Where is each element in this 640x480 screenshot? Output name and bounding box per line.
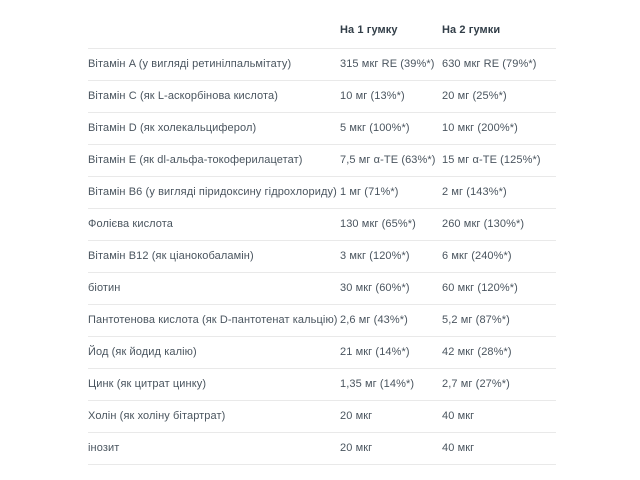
table-row bbox=[88, 177, 556, 209]
header-per-1-gummy: На 1 гумку bbox=[340, 13, 442, 49]
table-row bbox=[88, 145, 556, 177]
table-row bbox=[88, 49, 556, 81]
table-row bbox=[88, 305, 556, 337]
amount-per-1-gummy: 30 мкг (60%*) bbox=[340, 273, 442, 305]
amount-per-2-gummies: 5,2 мг (87%*) bbox=[442, 305, 556, 337]
table-row bbox=[88, 209, 556, 241]
amount-per-1-gummy: 1 мг (71%*) bbox=[340, 177, 442, 209]
nutrient-name: Холін (як холіну бітартрат) bbox=[88, 401, 340, 433]
header-nutrient-blank bbox=[88, 13, 340, 49]
table-row bbox=[88, 337, 556, 369]
amount-per-2-gummies: 260 мкг (130%*) bbox=[442, 209, 556, 241]
amount-per-2-gummies: 10 мкг (200%*) bbox=[442, 113, 556, 145]
nutrient-name: Вітамін C (як L-аскорбінова кислота) bbox=[88, 81, 340, 113]
amount-per-1-gummy: 5 мкг (100%*) bbox=[340, 113, 442, 145]
table-row bbox=[88, 113, 556, 145]
nutrient-name: Фолієва кислота bbox=[88, 209, 340, 241]
nutrient-name: Пантотенова кислота (як D-пантотенат кальцію) bbox=[88, 305, 340, 337]
table-row bbox=[88, 433, 556, 465]
amount-per-2-gummies: 2 мг (143%*) bbox=[442, 177, 556, 209]
table-row bbox=[88, 241, 556, 273]
amount-per-1-gummy: 2,6 мг (43%*) bbox=[340, 305, 442, 337]
amount-per-1-gummy: 7,5 мг α-TE (63%*) bbox=[340, 145, 442, 177]
supplement-facts-table bbox=[88, 13, 556, 465]
amount-per-1-gummy: 21 мкг (14%*) bbox=[340, 337, 442, 369]
nutrient-name: Вітамін E (як dl-альфа-токоферилацетат) bbox=[88, 145, 340, 177]
supplement-facts-section bbox=[88, 13, 556, 465]
table-row bbox=[88, 81, 556, 113]
amount-per-2-gummies: 630 мкг RE (79%*) bbox=[442, 49, 556, 81]
table-row bbox=[88, 273, 556, 305]
amount-per-2-gummies: 20 мг (25%*) bbox=[442, 81, 556, 113]
amount-per-2-gummies: 15 мг α-TE (125%*) bbox=[442, 145, 556, 177]
amount-per-1-gummy: 10 мг (13%*) bbox=[340, 81, 442, 113]
amount-per-1-gummy: 20 мкг bbox=[340, 401, 442, 433]
amount-per-2-gummies: 40 мкг bbox=[442, 433, 556, 465]
amount-per-1-gummy: 315 мкг RE (39%*) bbox=[340, 49, 442, 81]
nutrient-name: біотин bbox=[88, 273, 340, 305]
table-row bbox=[88, 369, 556, 401]
amount-per-1-gummy: 1,35 мг (14%*) bbox=[340, 369, 442, 401]
nutrient-name: Цинк (як цитрат цинку) bbox=[88, 369, 340, 401]
nutrient-name: Вітамін B12 (як ціанокобаламін) bbox=[88, 241, 340, 273]
nutrient-name: Вітамін A (у вигляді ретинілпальмітату) bbox=[88, 49, 340, 81]
amount-per-2-gummies: 40 мкг bbox=[442, 401, 556, 433]
nutrient-name: інозит bbox=[88, 433, 340, 465]
amount-per-2-gummies: 60 мкг (120%*) bbox=[442, 273, 556, 305]
amount-per-2-gummies: 6 мкг (240%*) bbox=[442, 241, 556, 273]
amount-per-2-gummies: 42 мкг (28%*) bbox=[442, 337, 556, 369]
nutrient-name: Вітамін D (як холекальциферол) bbox=[88, 113, 340, 145]
header-per-2-gummies: На 2 гумки bbox=[442, 13, 556, 49]
table-row bbox=[88, 401, 556, 433]
amount-per-1-gummy: 130 мкг (65%*) bbox=[340, 209, 442, 241]
amount-per-2-gummies: 2,7 мг (27%*) bbox=[442, 369, 556, 401]
amount-per-1-gummy: 20 мкг bbox=[340, 433, 442, 465]
amount-per-1-gummy: 3 мкг (120%*) bbox=[340, 241, 442, 273]
table-header-row bbox=[88, 13, 556, 49]
nutrient-name: Йод (як йодид калію) bbox=[88, 337, 340, 369]
nutrient-name: Вітамін B6 (у вигляді піридоксину гідрохлориду) bbox=[88, 177, 340, 209]
